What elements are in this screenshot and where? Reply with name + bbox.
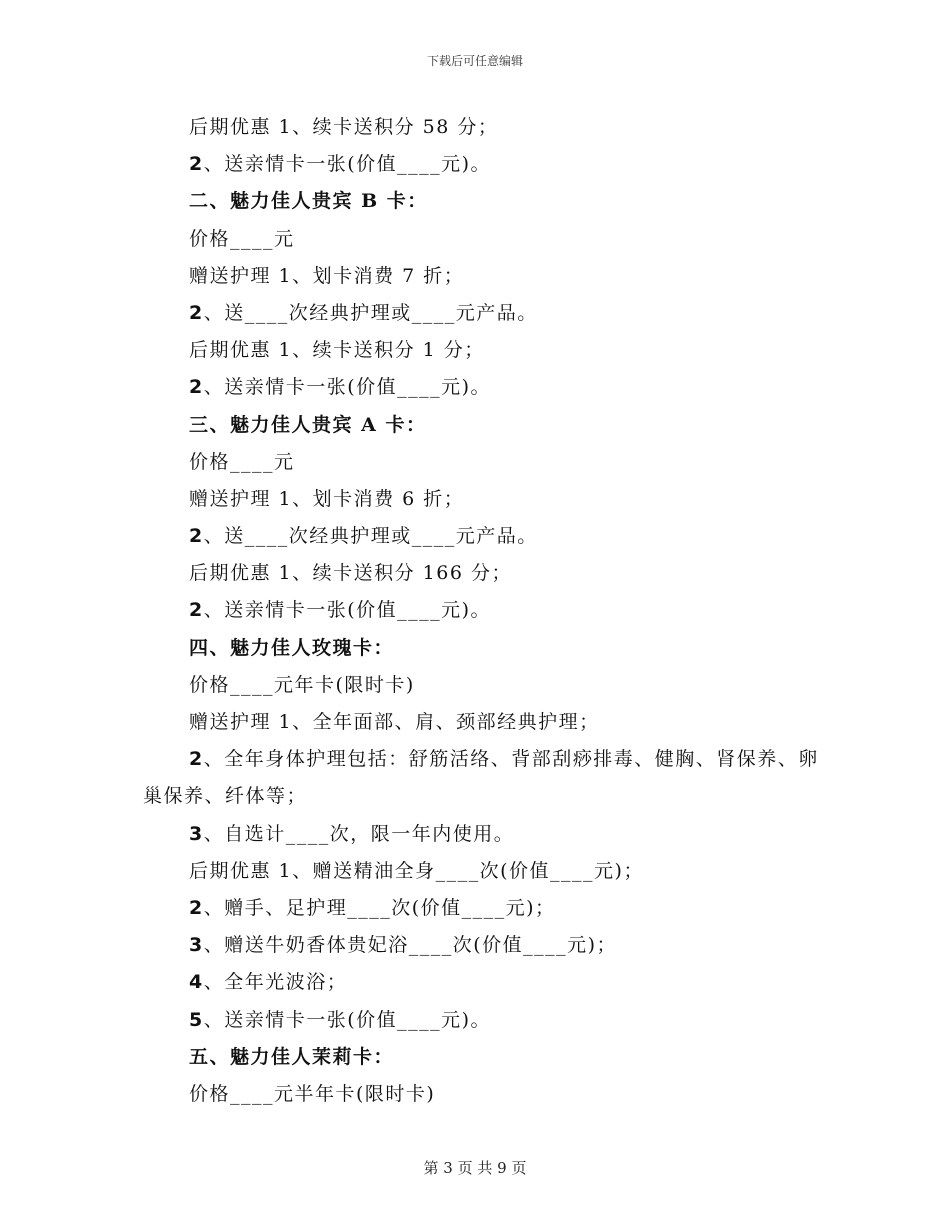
text-line: 后期优惠 1、续卡送积分 58 分；: [189, 116, 499, 138]
text-line: 2、赠手、足护理____次(价值____元)；: [189, 896, 556, 919]
section-heading: 二、魅力佳人贵宾 B 卡：: [189, 190, 428, 213]
text-line: 2、送亲情卡一张(价值____元)。: [189, 376, 492, 399]
section-heading: 五、魅力佳人茉莉卡：: [189, 1045, 395, 1068]
text-line: 价格____元半年卡(限时卡): [189, 1082, 436, 1105]
text-line: 5、送亲情卡一张(价值____元)。: [189, 1008, 492, 1031]
text-line: 后期优惠 1、赠送精油全身____次(价值____元)；: [189, 859, 644, 882]
text-line: 后期优惠 1、续卡送积分 166 分；: [189, 562, 512, 585]
text-line: 2、送亲情卡一张(价值____元)。: [189, 599, 492, 622]
text-line: 2、送____次经典护理或____元产品。: [189, 301, 538, 324]
text-line: 2、送亲情卡一张(价值____元)。: [189, 153, 492, 176]
text-line: 3、赠送牛奶香体贵妃浴____次(价值____元)；: [189, 934, 618, 957]
text-line: 赠送护理 1、划卡消费 7 折；: [189, 264, 465, 287]
document-body: [143, 109, 833, 1113]
page-footer: 第 3 页 共 9 页: [423, 1159, 527, 1177]
text-paragraph: 2、全年身体护理包括：舒筋活络、背部刮痧排毒、健胸、肾保养、卵巢保养、纤体等；: [143, 748, 819, 808]
text-line: 4、全年光波浴；: [189, 971, 348, 994]
page-header: 下载后可任意编辑: [426, 54, 523, 68]
text-line: 3、自选计____次，限一年内使用。: [189, 822, 515, 845]
text-line: 赠送护理 1、全年面部、肩、颈部经典护理；: [189, 711, 600, 733]
section-heading: 四、魅力佳人玫瑰卡：: [189, 636, 395, 659]
text-line: 2、送____次经典护理或____元产品。: [189, 525, 538, 548]
text-line: 价格____元: [189, 450, 295, 473]
section-heading: 三、魅力佳人贵宾 A 卡：: [189, 413, 427, 436]
text-line: 后期优惠 1、续卡送积分 1 分；: [189, 339, 485, 362]
text-line: 赠送护理 1、划卡消费 6 折；: [189, 487, 465, 510]
text-line: 价格____元年卡(限时卡): [189, 673, 415, 696]
text-line: 价格____元: [189, 227, 295, 250]
